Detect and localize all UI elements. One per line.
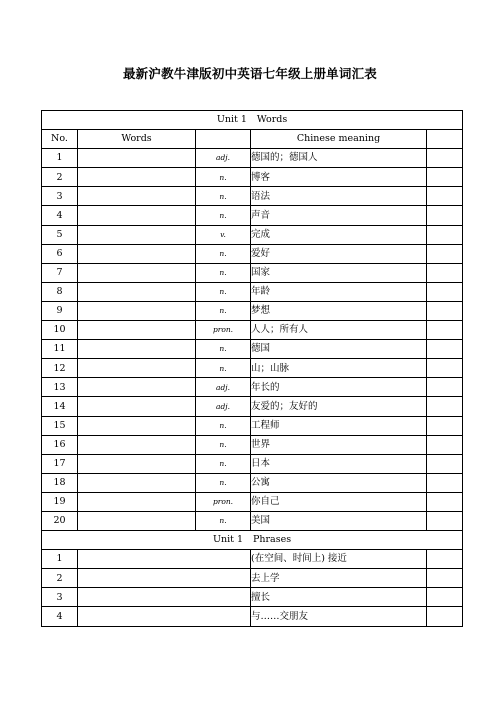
word-cell <box>78 282 196 301</box>
table-row <box>42 416 463 435</box>
table-row <box>42 359 463 378</box>
table-row <box>42 187 463 206</box>
table-row <box>42 435 463 454</box>
word-cell <box>78 225 196 244</box>
word-cell <box>78 416 196 435</box>
part-of-speech: n. <box>196 168 251 187</box>
part-of-speech: n. <box>196 244 251 263</box>
word-cell <box>78 359 196 378</box>
word-cell <box>78 378 196 397</box>
row-number: 4 <box>42 206 78 225</box>
table-row <box>42 263 463 282</box>
chinese-meaning: 你自己 <box>251 492 427 511</box>
chinese-meaning: 公寓 <box>251 473 427 492</box>
part-of-speech: adj. <box>196 378 251 397</box>
row-number: 2 <box>42 168 78 187</box>
unit-label: Unit 1 <box>212 534 243 546</box>
page-title: 最新沪教牛津版初中英语七年级上册单词汇表 <box>122 66 377 81</box>
table-row <box>42 492 463 511</box>
extra-cell <box>427 416 463 435</box>
word-cell <box>78 454 196 473</box>
extra-cell <box>427 359 463 378</box>
chinese-meaning: 日本 <box>251 454 427 473</box>
chinese-meaning: 年长的 <box>251 378 427 397</box>
chinese-meaning: 美国 <box>251 511 427 530</box>
section-header-words <box>42 111 463 130</box>
table-row <box>42 454 463 473</box>
table-row <box>42 321 463 340</box>
extra-cell <box>427 263 463 282</box>
unit-label: Unit 1 <box>216 114 247 126</box>
extra-cell <box>427 550 463 569</box>
extra-cell <box>427 321 463 340</box>
extra-cell <box>427 473 463 492</box>
row-number: 10 <box>42 321 78 340</box>
word-cell <box>78 340 196 359</box>
phrase-cell <box>78 607 251 626</box>
row-number: 17 <box>42 454 78 473</box>
chinese-meaning: 博客 <box>251 168 427 187</box>
chinese-meaning: 德国 <box>251 340 427 359</box>
chinese-meaning: 爱好 <box>251 244 427 263</box>
part-of-speech: n. <box>196 416 251 435</box>
row-number: 3 <box>42 588 78 607</box>
part-of-speech: pron. <box>196 492 251 511</box>
row-number: 12 <box>42 359 78 378</box>
extra-cell <box>427 569 463 588</box>
phrase-cell <box>78 588 251 607</box>
row-number: 9 <box>42 301 78 320</box>
table-row <box>42 397 463 416</box>
table-row <box>42 206 463 225</box>
word-cell <box>78 187 196 206</box>
table-row <box>42 340 463 359</box>
phrase-cell <box>78 569 251 588</box>
table-row <box>42 473 463 492</box>
chinese-meaning: 声音 <box>251 206 427 225</box>
table-row <box>42 607 463 626</box>
row-number: 4 <box>42 607 78 626</box>
chinese-meaning: 山；山脉 <box>251 359 427 378</box>
part-of-speech: n. <box>196 435 251 454</box>
column-header-row <box>42 130 463 149</box>
chinese-meaning: 语法 <box>251 187 427 206</box>
part-of-speech: n. <box>196 301 251 320</box>
part-of-speech: adj. <box>196 149 251 168</box>
word-cell <box>78 511 196 530</box>
row-number: 8 <box>42 282 78 301</box>
extra-cell <box>427 244 463 263</box>
part-of-speech: n. <box>196 206 251 225</box>
table-row <box>42 550 463 569</box>
table-row <box>42 569 463 588</box>
extra-cell <box>427 149 463 168</box>
word-cell <box>78 435 196 454</box>
extra-cell <box>427 607 463 626</box>
section-header-row <box>42 111 463 130</box>
part-of-speech: adj. <box>196 397 251 416</box>
extra-cell <box>427 435 463 454</box>
extra-cell <box>427 301 463 320</box>
vocabulary-table-body <box>42 111 463 627</box>
extra-cell <box>427 588 463 607</box>
row-number: 13 <box>42 378 78 397</box>
table-row <box>42 225 463 244</box>
row-number: 1 <box>42 550 78 569</box>
phrase-cell <box>78 550 251 569</box>
row-number: 19 <box>42 492 78 511</box>
table-row <box>42 511 463 530</box>
part-of-speech: n. <box>196 359 251 378</box>
part-of-speech: n. <box>196 282 251 301</box>
row-number: 20 <box>42 511 78 530</box>
chinese-meaning: 人人；所有人 <box>251 321 427 340</box>
table-row <box>42 301 463 320</box>
table-row <box>42 244 463 263</box>
word-cell <box>78 492 196 511</box>
header-pos <box>196 130 251 149</box>
word-cell <box>78 244 196 263</box>
extra-cell <box>427 206 463 225</box>
chinese-meaning: 去上学 <box>251 569 427 588</box>
part-of-speech: pron. <box>196 321 251 340</box>
table-row <box>42 282 463 301</box>
part-of-speech: n. <box>196 263 251 282</box>
section-label: Words <box>256 114 288 126</box>
chinese-meaning: (在空间、时间上) 接近 <box>251 550 427 569</box>
section-header-phrases <box>42 531 463 550</box>
extra-cell <box>427 397 463 416</box>
word-cell <box>78 206 196 225</box>
table-row <box>42 588 463 607</box>
header-no: No. <box>42 130 78 149</box>
chinese-meaning: 年龄 <box>251 282 427 301</box>
word-cell <box>78 168 196 187</box>
chinese-meaning: 与……交朋友 <box>251 607 427 626</box>
extra-cell <box>427 378 463 397</box>
part-of-speech: v. <box>196 225 251 244</box>
row-number: 3 <box>42 187 78 206</box>
extra-cell <box>427 225 463 244</box>
table-row <box>42 149 463 168</box>
header-words: Words <box>78 130 196 149</box>
row-number: 15 <box>42 416 78 435</box>
part-of-speech: n. <box>196 454 251 473</box>
extra-cell <box>427 187 463 206</box>
part-of-speech: n. <box>196 187 251 206</box>
row-number: 7 <box>42 263 78 282</box>
table-row <box>42 378 463 397</box>
word-cell <box>78 149 196 168</box>
chinese-meaning: 擅长 <box>251 588 427 607</box>
word-cell <box>78 263 196 282</box>
extra-cell <box>427 168 463 187</box>
chinese-meaning: 国家 <box>251 263 427 282</box>
chinese-meaning: 友爱的；友好的 <box>251 397 427 416</box>
row-number: 2 <box>42 569 78 588</box>
header-chinese-meaning: Chinese meaning <box>251 130 427 149</box>
part-of-speech: n. <box>196 473 251 492</box>
extra-cell <box>427 454 463 473</box>
part-of-speech: n. <box>196 511 251 530</box>
chinese-meaning: 世界 <box>251 435 427 454</box>
part-of-speech: n. <box>196 340 251 359</box>
row-number: 11 <box>42 340 78 359</box>
extra-cell <box>427 282 463 301</box>
word-cell <box>78 301 196 320</box>
table-row <box>42 168 463 187</box>
row-number: 6 <box>42 244 78 263</box>
row-number: 14 <box>42 397 78 416</box>
header-extra <box>427 130 463 149</box>
chinese-meaning: 完成 <box>251 225 427 244</box>
section-label: Phrases <box>253 534 292 546</box>
word-cell <box>78 321 196 340</box>
chinese-meaning: 德国的；德国人 <box>251 149 427 168</box>
row-number: 18 <box>42 473 78 492</box>
word-cell <box>78 473 196 492</box>
chinese-meaning: 工程师 <box>251 416 427 435</box>
section-header-row <box>42 531 463 550</box>
vocabulary-table <box>41 110 463 627</box>
extra-cell <box>427 340 463 359</box>
row-number: 1 <box>42 149 78 168</box>
chinese-meaning: 梦想 <box>251 301 427 320</box>
word-cell <box>78 397 196 416</box>
row-number: 5 <box>42 225 78 244</box>
row-number: 16 <box>42 435 78 454</box>
extra-cell <box>427 492 463 511</box>
extra-cell <box>427 511 463 530</box>
